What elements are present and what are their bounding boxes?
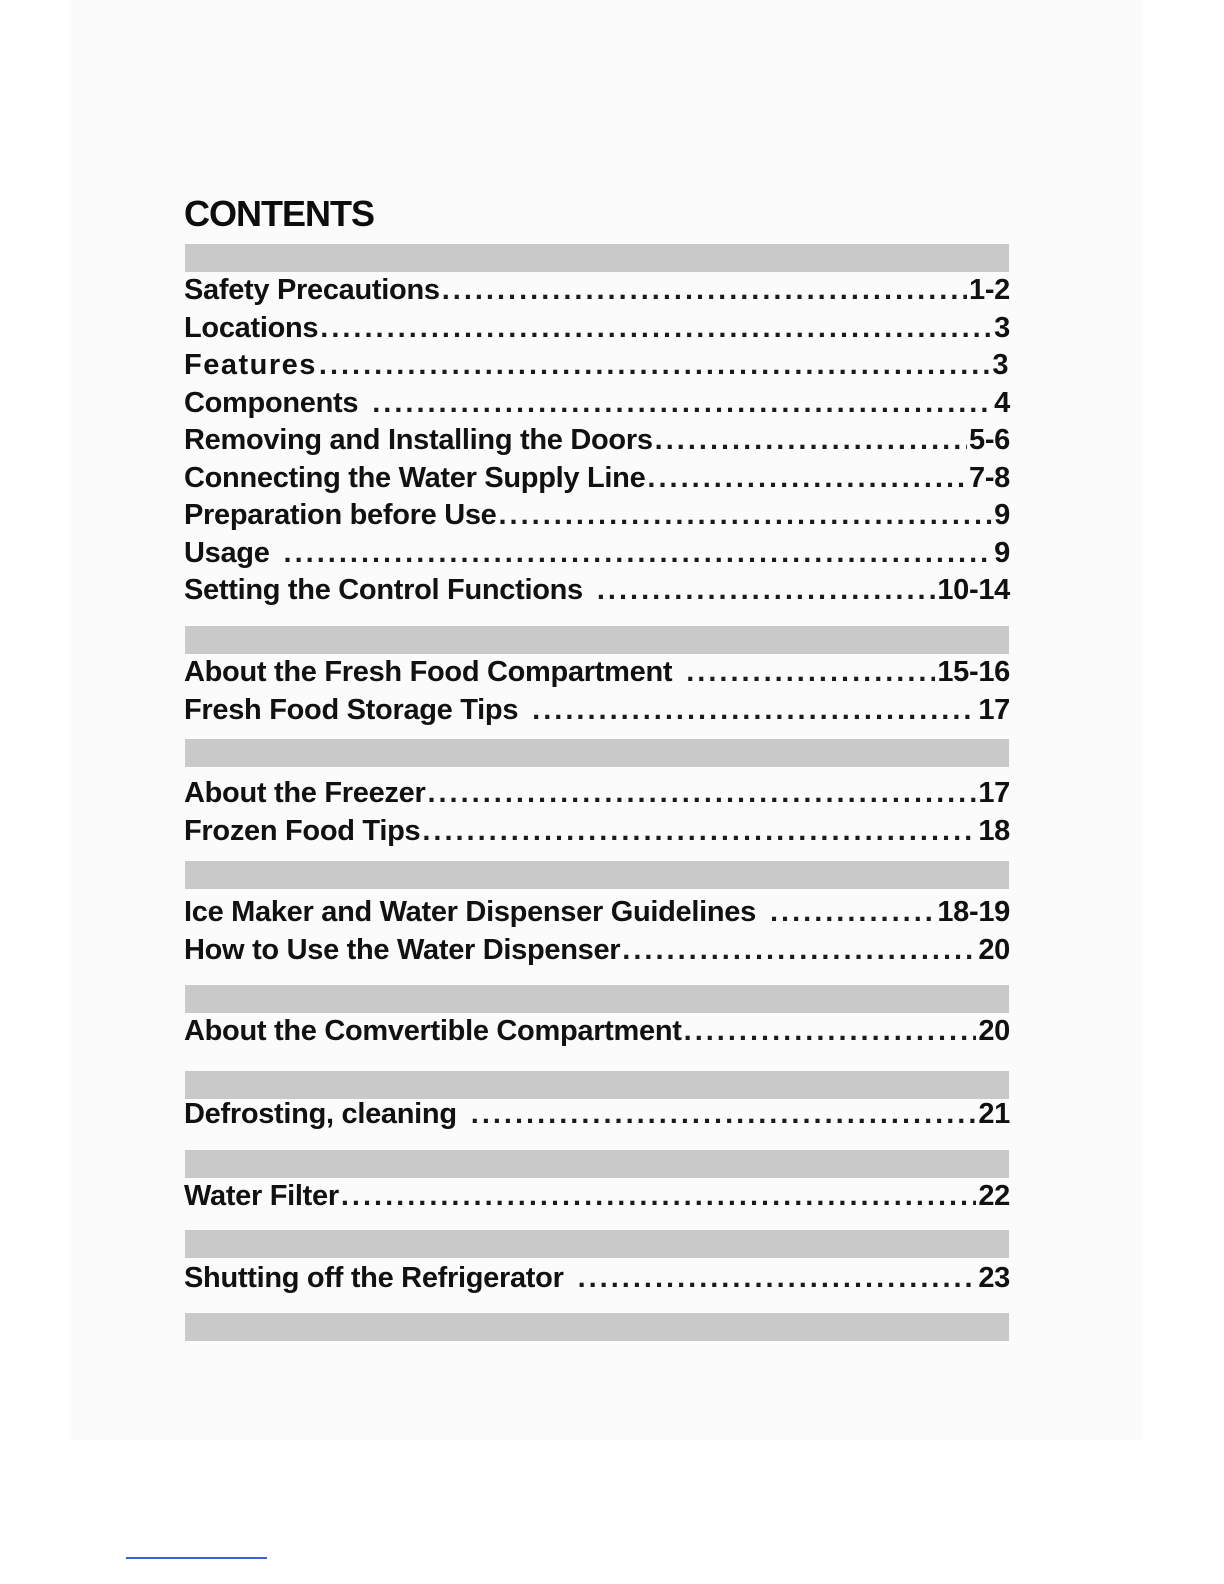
toc-entry-page: 5-6 [968, 424, 1010, 456]
toc-entry[interactable] [184, 1096, 1010, 1134]
toc-entry-label: About the Comvertible Compartment [184, 1015, 682, 1047]
dot-leader [770, 894, 935, 932]
toc-entry[interactable] [184, 347, 1010, 385]
toc-entry-page: 23 [978, 1262, 1010, 1294]
section-separator-bar [185, 626, 1009, 654]
section-separator-bar [185, 985, 1009, 1013]
dot-leader [442, 272, 967, 310]
toc-entry[interactable] [184, 1178, 1010, 1216]
toc-entry-page: 1-2 [968, 274, 1010, 306]
dot-leader [372, 385, 992, 423]
toc-entry[interactable] [184, 775, 1010, 813]
toc-entry-page: 21 [978, 1098, 1010, 1130]
toc-entry-page: 3 [994, 311, 1010, 344]
toc-section [184, 1260, 1010, 1298]
toc-entry-page: 4 [994, 386, 1010, 419]
toc-entry[interactable] [184, 1260, 1010, 1298]
section-separator-bar [185, 244, 1009, 272]
toc-entry-label: Features [184, 349, 317, 381]
footer-link-underline [126, 1557, 267, 1559]
section-separator-bar [185, 1071, 1009, 1099]
toc-entry-label: Ice Maker and Water Dispenser Guidelines [184, 896, 756, 928]
dot-leader [422, 813, 976, 851]
toc-entry-page: 17 [978, 777, 1010, 809]
toc-entry[interactable] [184, 1013, 1010, 1051]
section-separator-bar [185, 861, 1009, 889]
toc-entry[interactable] [184, 385, 1010, 423]
toc-entry-label: Shutting off the Refrigerator [184, 1262, 564, 1294]
toc-entry-label: Water Filter [184, 1180, 339, 1212]
dot-leader [427, 775, 976, 813]
dot-leader [684, 1013, 977, 1051]
toc-entry[interactable] [184, 535, 1010, 573]
page-title: CONTENTS [184, 193, 374, 234]
toc-entry-label: Connecting the Water Supply Line [184, 461, 646, 494]
toc-entry-page: 7-8 [968, 461, 1010, 494]
toc-entry[interactable] [184, 932, 1010, 970]
toc-entry[interactable] [184, 422, 1010, 460]
toc-entry-label: About the Freezer [184, 777, 426, 809]
toc-entry[interactable] [184, 460, 1010, 498]
toc-entry[interactable] [184, 813, 1010, 851]
section-separator-bar [185, 739, 1009, 767]
dot-leader [597, 572, 935, 610]
toc-entry[interactable] [184, 272, 1010, 310]
toc-section [184, 894, 1010, 969]
toc-entry-page: 10-14 [937, 574, 1010, 606]
toc-entry[interactable] [184, 894, 1010, 932]
toc-entry-label: Safety Precautions [184, 274, 440, 306]
toc-entry-page: 17 [978, 693, 1010, 726]
toc-entry-page: 3 [992, 349, 1010, 381]
section-separator-bar [185, 1313, 1009, 1341]
dot-leader [319, 347, 990, 385]
toc-section [184, 1013, 1010, 1051]
toc-section [184, 272, 1010, 610]
dot-leader [532, 692, 976, 730]
toc-entry[interactable] [184, 310, 1010, 348]
toc-entry[interactable] [184, 654, 1010, 692]
toc-entry-label: Frozen Food Tips [184, 814, 421, 847]
toc-entry-page: 9 [994, 499, 1010, 531]
toc-section [184, 654, 1010, 729]
dot-leader [284, 535, 993, 573]
toc-entry-label: Components [184, 386, 359, 419]
dot-leader [320, 310, 992, 348]
dot-leader [471, 1096, 977, 1134]
dot-leader [341, 1178, 976, 1216]
toc-entry-label: Defrosting, cleaning [184, 1098, 457, 1130]
dot-leader [655, 422, 967, 460]
dot-leader [499, 497, 993, 535]
toc-entry[interactable] [184, 692, 1010, 730]
section-separator-bar [185, 1230, 1009, 1258]
toc-section [184, 1178, 1010, 1216]
dot-leader [622, 932, 976, 970]
dot-leader [686, 654, 935, 692]
toc-entry-label: How to Use the Water Dispenser [184, 933, 621, 966]
toc-entry-label: Setting the Control Functions [184, 574, 583, 606]
toc-entry[interactable] [184, 497, 1010, 535]
dot-leader [578, 1260, 977, 1298]
toc-entry-page: 20 [978, 1015, 1010, 1047]
toc-entry-label: Fresh Food Storage Tips [184, 693, 519, 726]
toc-entry-page: 15-16 [937, 656, 1010, 688]
toc-entry-page: 22 [978, 1180, 1010, 1212]
toc-entry-page: 9 [994, 536, 1010, 569]
toc-entry-page: 18 [978, 814, 1010, 847]
toc-section [184, 1096, 1010, 1134]
toc-section [184, 775, 1010, 850]
section-separator-bar [185, 1150, 1009, 1178]
toc-entry-label: About the Fresh Food Compartment [184, 656, 673, 688]
toc-entry-label: Locations [184, 311, 319, 344]
toc-entry-label: Usage [184, 536, 270, 569]
toc-entry-label: Removing and Installing the Doors [184, 424, 653, 456]
toc-entry[interactable] [184, 572, 1010, 610]
toc-entry-page: 18-19 [937, 896, 1010, 928]
toc-entry-label: Preparation before Use [184, 499, 497, 531]
dot-leader [647, 460, 967, 498]
toc-entry-page: 20 [978, 933, 1010, 966]
